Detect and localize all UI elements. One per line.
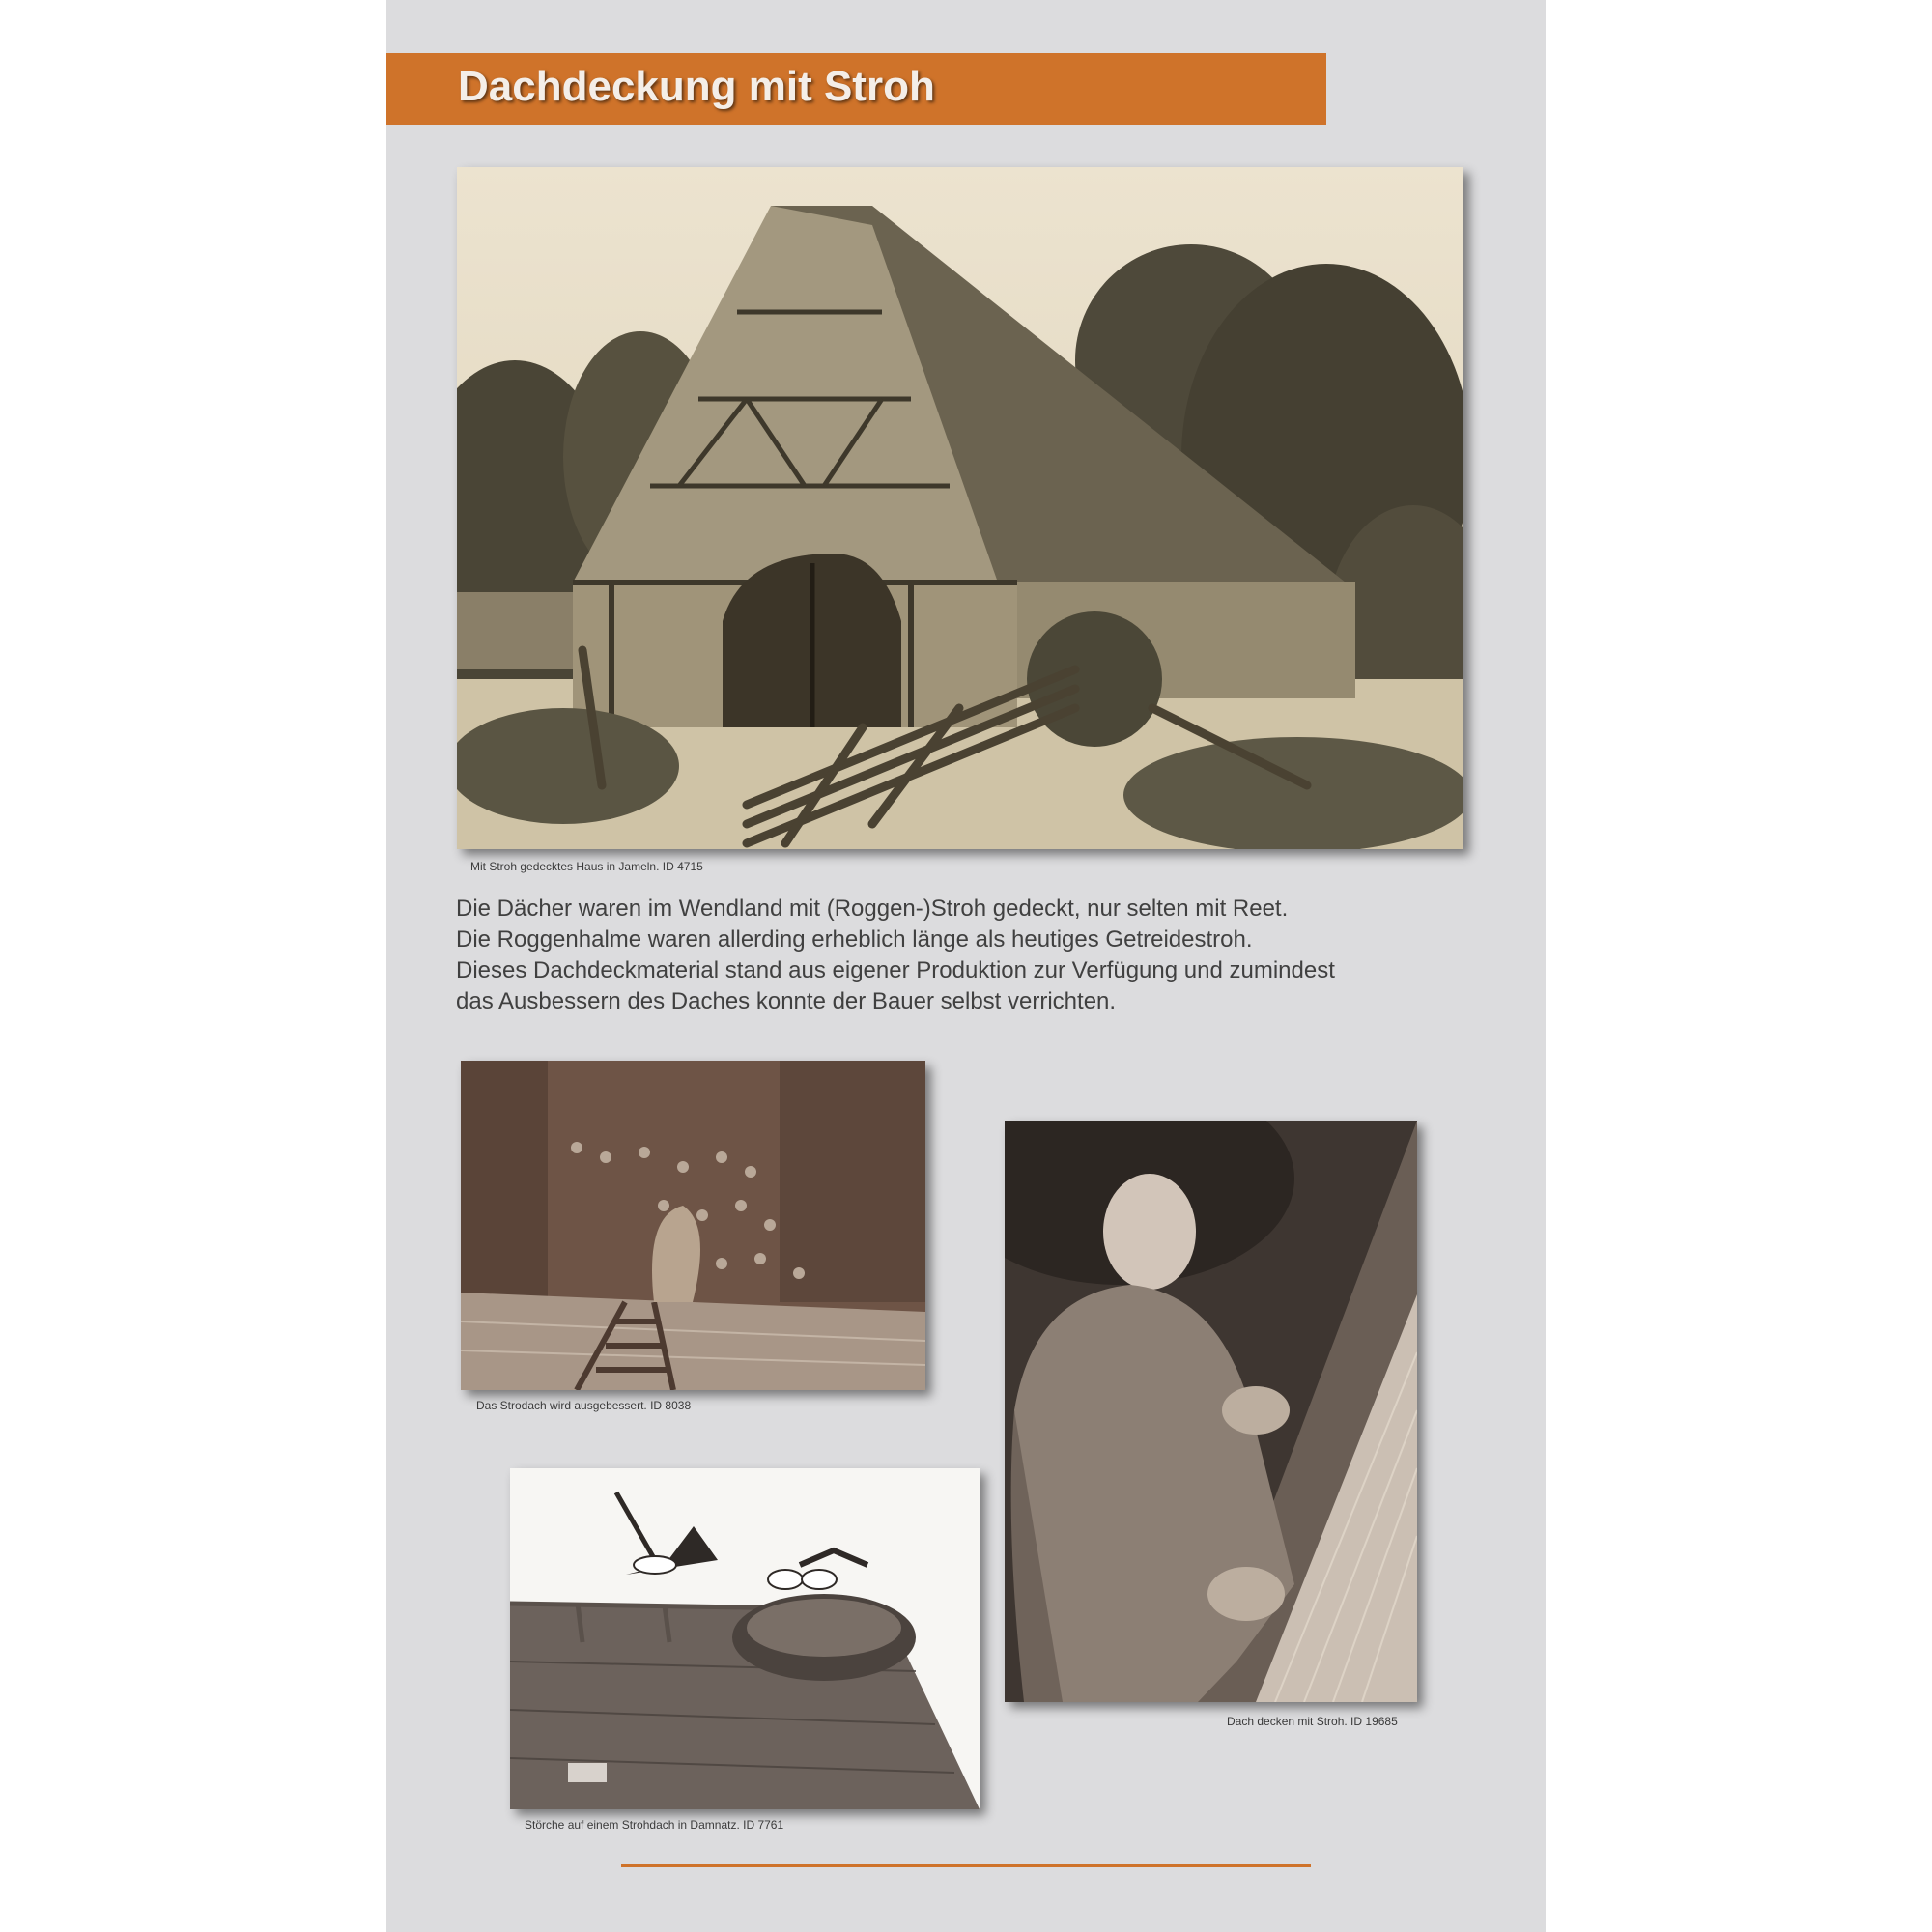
photo-thatcher bbox=[1005, 1121, 1417, 1702]
photo-thatched-house bbox=[457, 167, 1463, 849]
caption-thatcher: Dach decken mit Stroh. ID 19685 bbox=[1227, 1715, 1398, 1728]
caption-storks: Störche auf einem Strohdach in Damnatz. ID 7761 bbox=[525, 1818, 784, 1832]
photo-roof-repair bbox=[461, 1061, 925, 1390]
body-line-4: das Ausbessern des Daches konnte der Bauer selbst verrichten. bbox=[456, 988, 1117, 1014]
footer-divider bbox=[621, 1864, 1311, 1867]
caption-roof-repair: Das Strodach wird ausgebessert. ID 8038 bbox=[476, 1399, 692, 1412]
roof-repair-image bbox=[461, 1061, 925, 1390]
thatched-house-image bbox=[457, 167, 1463, 849]
body-line-2: Die Roggenhalme waren allerding erheblich länge als heutiges Getreidestroh. bbox=[456, 926, 1253, 952]
body-line-3: Dieses Dachdeckmaterial stand aus eigener Produktion zur Verfügung und zumindest bbox=[456, 957, 1335, 983]
title-bar bbox=[386, 53, 1326, 125]
photo-storks bbox=[510, 1468, 980, 1809]
storks-image bbox=[510, 1468, 980, 1809]
body-text bbox=[456, 894, 1519, 1017]
caption-thatched-house: Mit Stroh gedecktes Haus in Jameln. ID 4715 bbox=[470, 860, 703, 873]
exhibit-panel bbox=[386, 0, 1546, 1932]
body-line-1: Die Dächer waren im Wendland mit (Roggen-)Stroh gedeckt, nur selten mit Reet. bbox=[456, 895, 1289, 922]
thatcher-image bbox=[1005, 1121, 1417, 1702]
page-title: Dachdeckung mit Stroh bbox=[458, 63, 935, 110]
